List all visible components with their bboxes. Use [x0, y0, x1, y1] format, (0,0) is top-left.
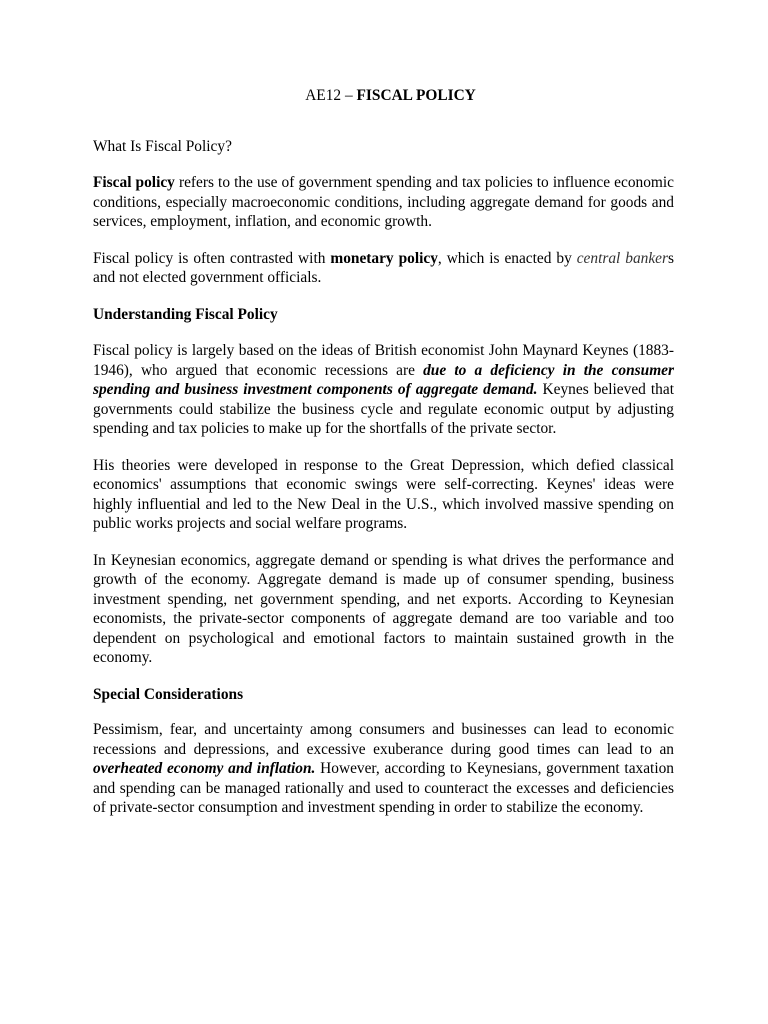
title-prefix: AE12 – [305, 87, 357, 104]
heading-special: Special Considerations [93, 685, 244, 703]
paragraph-definition [93, 173, 674, 232]
emphasis-overheated: overheated economy and inflation. [93, 760, 316, 777]
paragraph-aggregate-demand: In Keynesian economics, aggregate demand or spending is what drives the performance and growth of the economy. Aggregate demand is made up of consumer spending, business investment spending, net government spending, and net exports. According to Keynesian economists, the private-sector components of aggregate demand are too variable and too dependent on psychological and emotional factors to maintain sustained growth in the economy. [93, 551, 674, 666]
term-monetary-policy: monetary policy [330, 249, 438, 267]
document-body [93, 86, 674, 818]
contrast-text-b: , which is enacted by [437, 249, 577, 267]
title-main: FISCAL POLICY [356, 87, 476, 104]
heading-understanding: Understanding Fiscal Policy [93, 305, 278, 323]
paragraph-great-depression: His theories were developed in response to the Great Depression, which defied classical economics' assumptions that economic swings were self-correcting. Keynes' ideas were highly influential and led to the New Deal in the U.S., which involved massive spending on public works projects and social welfare programs. [93, 456, 674, 532]
keynes-text-a: Fiscal policy is largely based on the ideas of British economist John Maynard Keynes (1883-1946), who argued that economic recessions are [93, 342, 674, 379]
section-question: What Is Fiscal Policy? [93, 137, 232, 155]
contrast-text-a: Fiscal policy is often contrasted with [93, 249, 331, 267]
emphasis-deficiency: due to a deficiency in the consumer spending and business investment components of aggregate demand. [93, 361, 674, 398]
keynes-text-b: Keynes believed that governments could stabilize the business cycle and regulate economic output by adjusting spending and tax policies to make up for the shortfalls of the private sector. [93, 381, 674, 437]
paragraph-monetary-contrast [93, 249, 674, 288]
document-title [93, 86, 674, 106]
special-text-b: However, according to Keynesians, government taxation and spending can be managed rationally and used to counteract the excesses and deficiencies of private-sector consumption and investment spending in order to stabilize the economy. [93, 760, 674, 816]
term-central-banker: central banker [576, 249, 668, 267]
definition-text: refers to the use of government spending and tax policies to influence economic conditions, especially macroeconomic conditions, including aggregate demand for goods and services, employment, inflation, and economic growth. [93, 174, 674, 230]
special-text-a: Pessimism, fear, and uncertainty among consumers and businesses can lead to economic recessions and depressions, and excessive exuberance during good times can lead to an [93, 721, 674, 758]
term-fiscal-policy: Fiscal policy [93, 174, 175, 191]
paragraph-keynes [93, 341, 674, 439]
paragraph-special [93, 720, 674, 818]
contrast-text-c: s and not elected government officials. [93, 249, 674, 286]
